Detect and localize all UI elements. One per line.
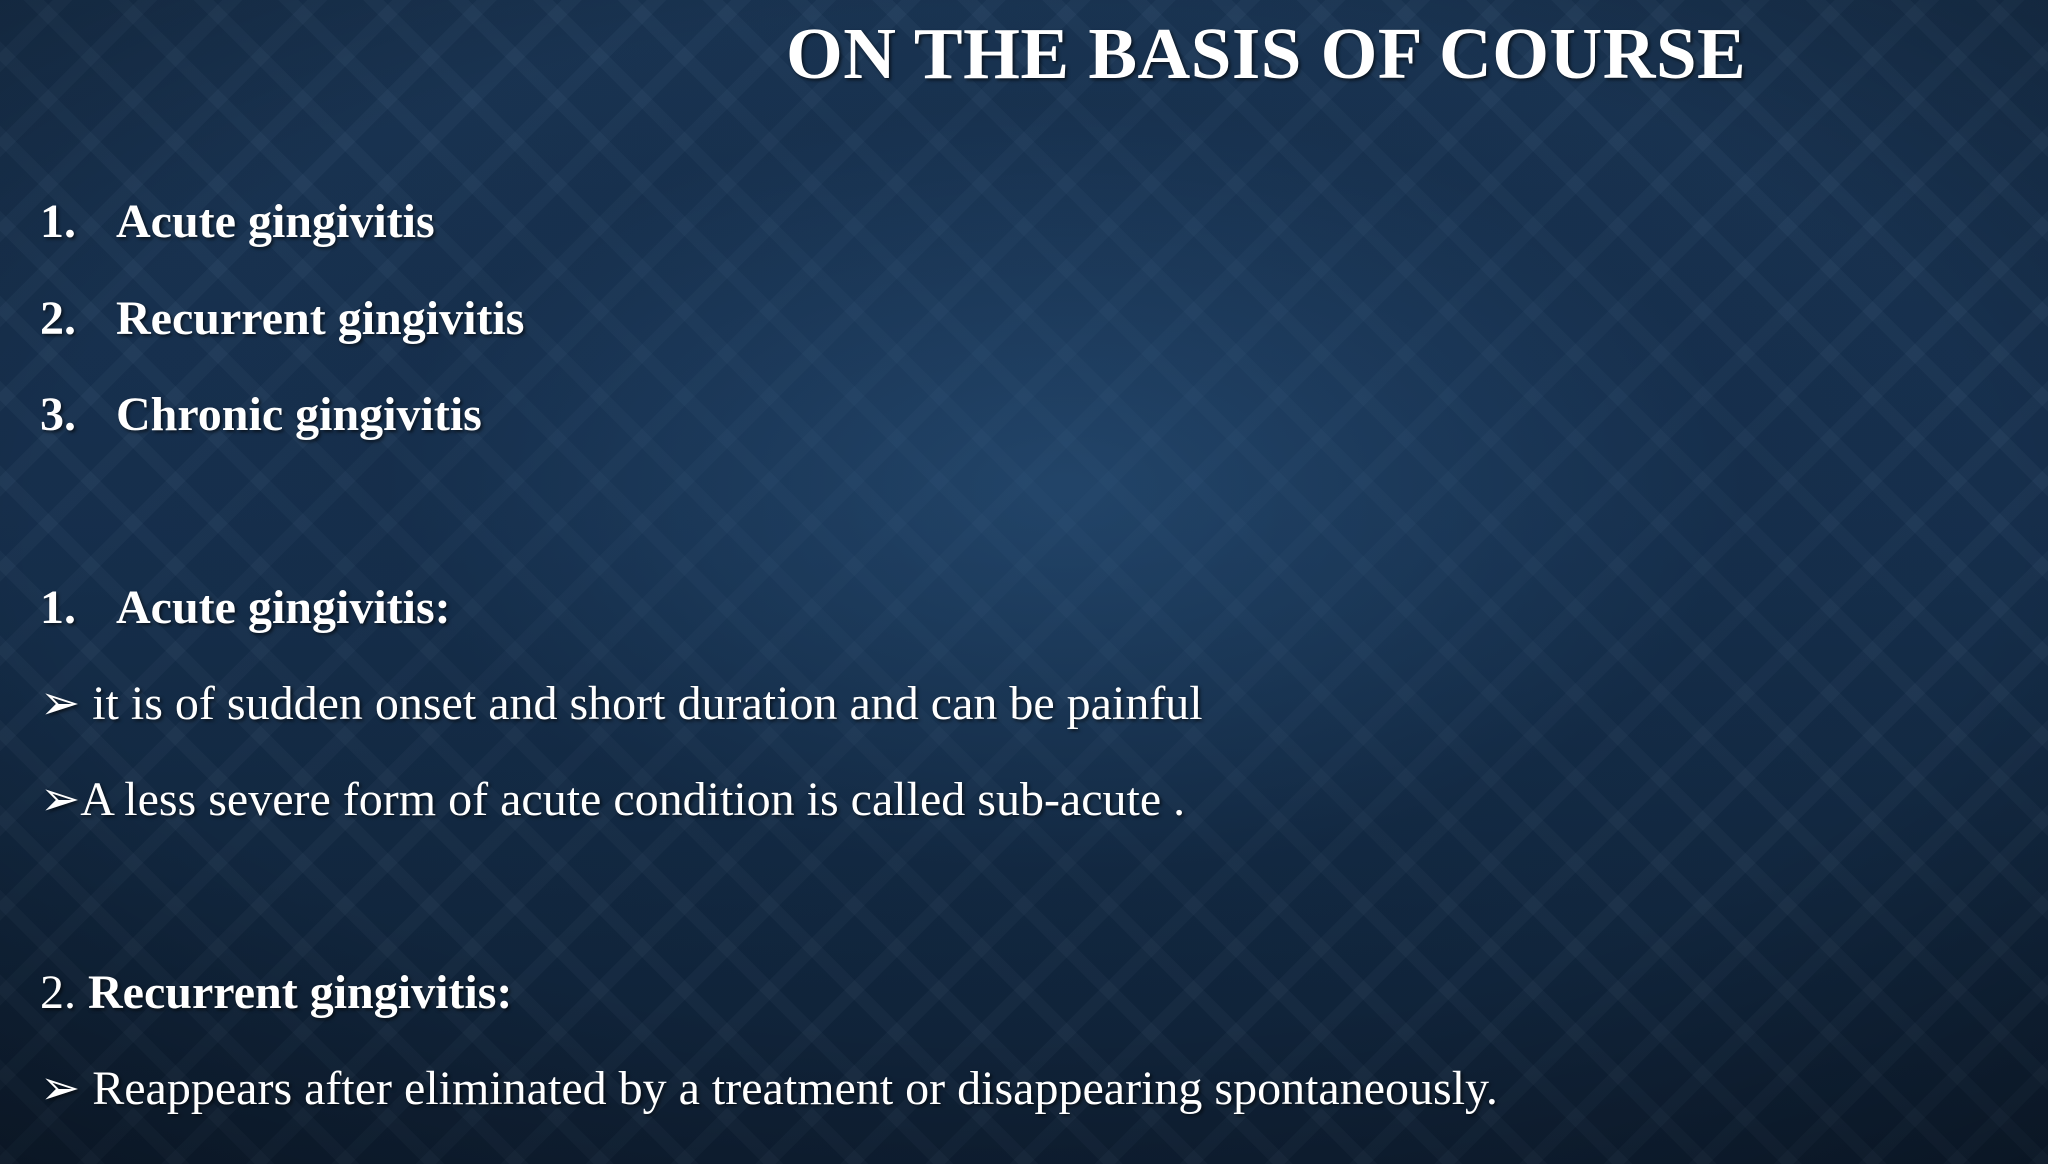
bullet-item bbox=[40, 770, 1185, 830]
section-number: 1. bbox=[40, 581, 76, 634]
bullet-text: A less severe form of acute condition is called sub-acute . bbox=[80, 773, 1186, 826]
section-heading-text: Recurrent gingivitis: bbox=[88, 966, 513, 1019]
list-item bbox=[40, 385, 482, 445]
list-item bbox=[40, 289, 524, 349]
slide-title: ON THE BASIS OF COURSE bbox=[786, 13, 1747, 94]
list-item bbox=[40, 192, 435, 252]
bullet-text: Reappears after eliminated by a treatment or disappearing spontaneously. bbox=[92, 1062, 1498, 1115]
list-number: 1. bbox=[40, 195, 76, 248]
list-number: 3. bbox=[40, 388, 76, 441]
list-item-text: Acute gingivitis bbox=[116, 195, 435, 248]
arrow-bullet-icon: ➢ bbox=[40, 1062, 81, 1115]
section-heading-acute bbox=[40, 578, 451, 638]
list-item-text: Chronic gingivitis bbox=[116, 388, 482, 441]
list-item-text: Recurrent gingivitis bbox=[116, 292, 525, 345]
bullet-text: it is of sudden onset and short duration and can be painful bbox=[92, 677, 1203, 730]
bullet-item bbox=[40, 674, 1203, 734]
section-heading-text: Acute gingivitis: bbox=[116, 581, 451, 634]
bullet-item bbox=[40, 1059, 1498, 1119]
section-number: 2. bbox=[40, 966, 76, 1019]
arrow-bullet-icon: ➢ bbox=[40, 677, 81, 730]
arrow-bullet-icon: ➢ bbox=[40, 773, 81, 826]
list-number: 2. bbox=[40, 292, 76, 345]
section-heading-recurrent bbox=[40, 963, 512, 1023]
